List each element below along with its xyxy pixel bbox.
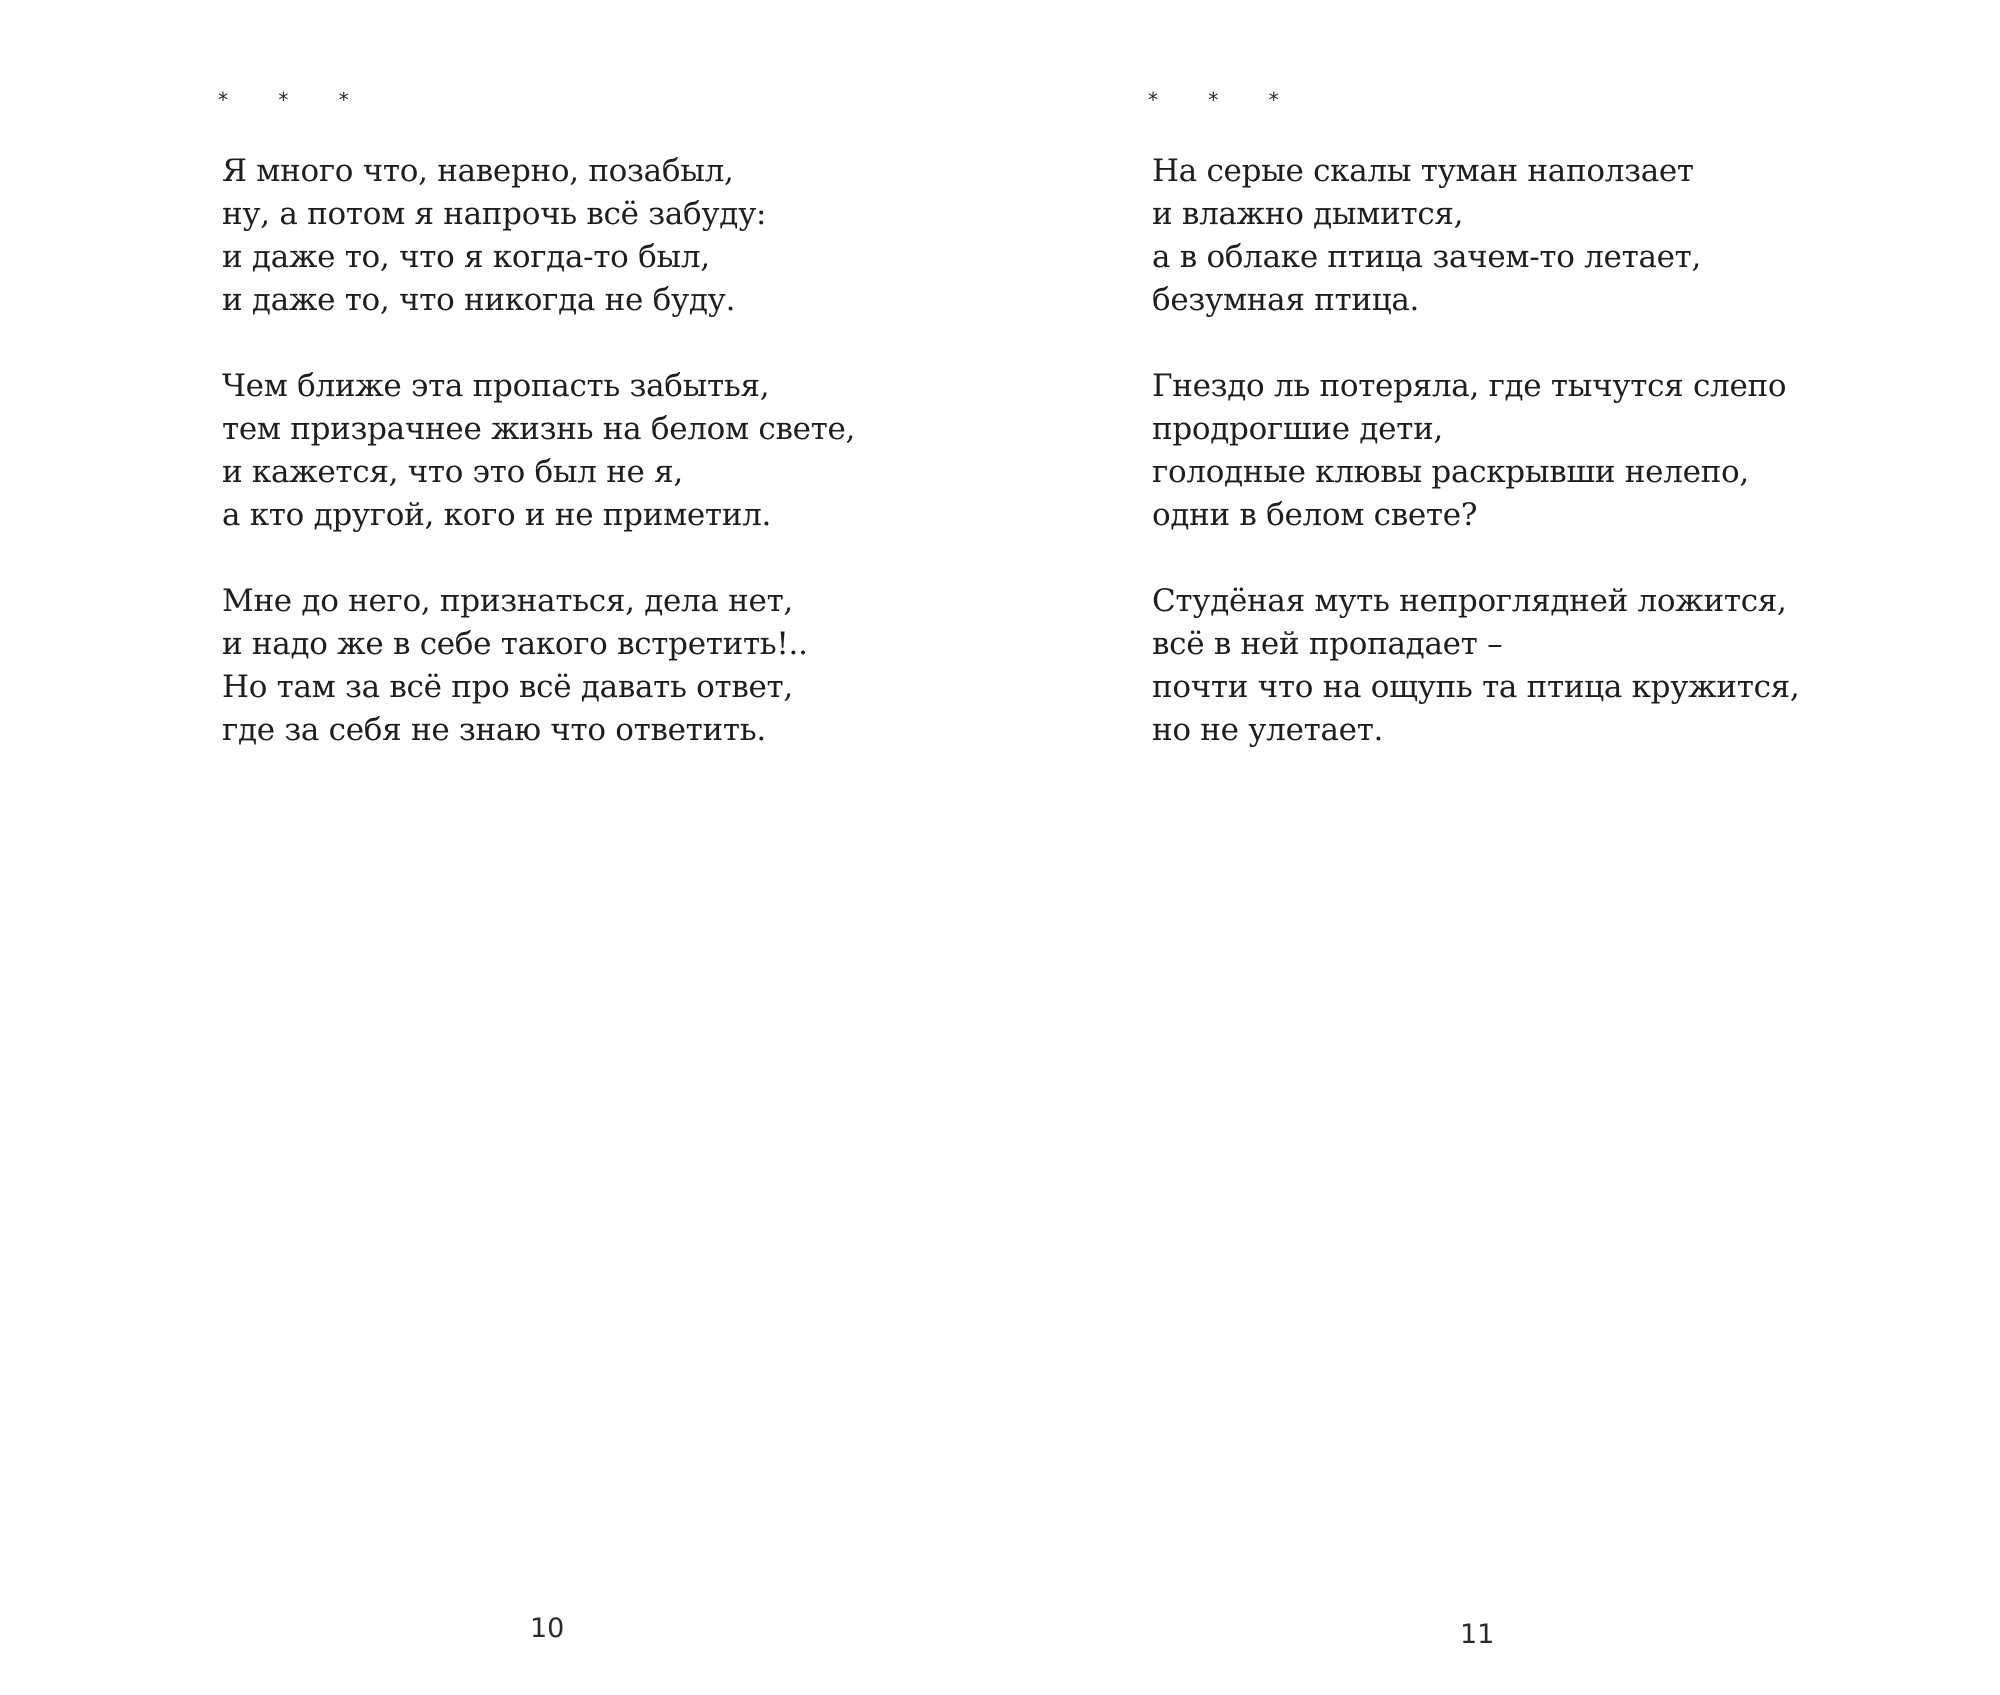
poem-line: Студёная муть непроглядней ложится,	[1152, 583, 1787, 619]
stanza	[1152, 150, 1799, 322]
poem-line: безумная птица.	[1152, 282, 1420, 318]
poem-line: и даже то, что я когда-то был,	[222, 239, 710, 275]
stanza	[222, 365, 855, 537]
poem	[1152, 150, 1799, 795]
poem-line: голодные клювы раскрывши нелепо,	[1152, 454, 1749, 490]
asterism-divider: * * *	[1148, 88, 1301, 112]
poem-line: Чем ближе эта пропасть забытья,	[222, 368, 770, 404]
poem-line: Но там за всё про всё давать ответ,	[222, 669, 793, 705]
poem-line: и надо же в себе такого встретить!..	[222, 626, 808, 662]
stanza	[1152, 365, 1799, 537]
poem-line: Я много что, наверно, позабыл,	[222, 153, 734, 189]
stanza	[222, 580, 855, 752]
poem-line: и кажется, что это был не я,	[222, 454, 683, 490]
poem-line: почти что на ощупь та птица кружится,	[1152, 669, 1800, 705]
poem-line: а кто другой, кого и не приметил.	[222, 497, 772, 533]
poem	[222, 150, 855, 795]
poem-line: продрогшие дети,	[1152, 411, 1443, 447]
asterism-divider: * * *	[218, 88, 371, 112]
poem-line: а в облаке птица зачем-то летает,	[1152, 239, 1702, 275]
poem-line: одни в белом свете?	[1152, 497, 1478, 533]
stanza	[1152, 580, 1799, 752]
poem-line: На серые скалы туман наползает	[1152, 153, 1694, 189]
poem-line: ну, а потом я напрочь всё забуду:	[222, 196, 767, 232]
stanza	[222, 150, 855, 322]
poem-line: и влажно дымится,	[1152, 196, 1464, 232]
poem-line: Мне до него, признаться, дела нет,	[222, 583, 793, 619]
poem-line: и даже то, что никогда не буду.	[222, 282, 736, 318]
poem-line: где за себя не знаю что ответить.	[222, 712, 766, 748]
poem-line: всё в ней пропадает –	[1152, 626, 1503, 662]
poem-line: но не улетает.	[1152, 712, 1384, 748]
poem-line: Гнездо ль потеряла, где тычутся слепо	[1152, 368, 1787, 404]
right-page	[1000, 0, 2000, 1695]
poem-line: тем призрачнее жизнь на белом свете,	[222, 411, 856, 447]
page-number: 11	[1460, 1619, 1495, 1650]
page-number: 10	[530, 1613, 565, 1644]
